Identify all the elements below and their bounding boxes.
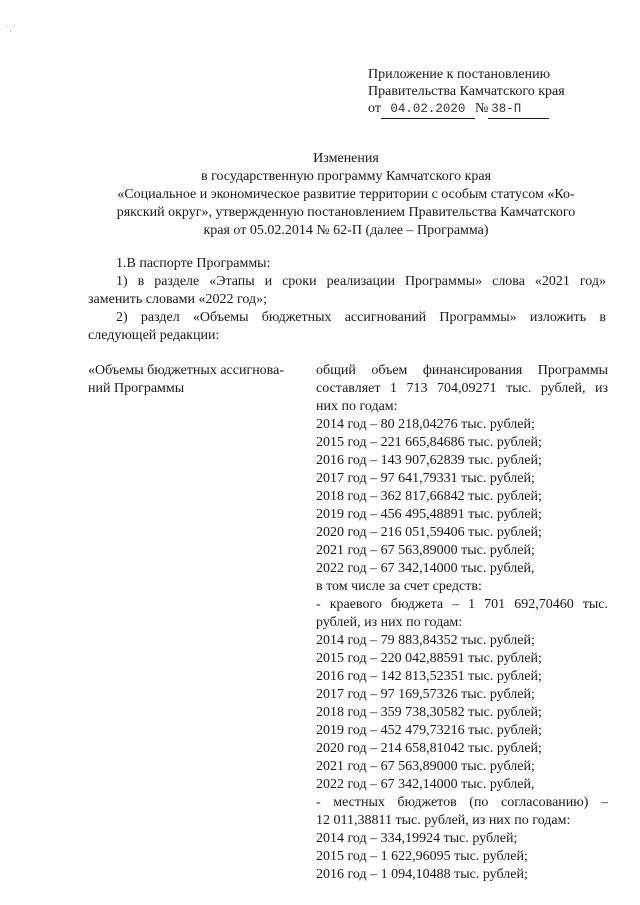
header-line-1: Приложение к постановлению [368, 67, 551, 82]
paragraph-3-line-2: следующей редакции: [88, 328, 220, 343]
left-cell-line-2: ний Программы [88, 381, 185, 396]
left-cell-line-1: «Объемы бюджетных ассигнова- [88, 363, 284, 378]
approval-header [368, 66, 608, 119]
title-line-1: Изменения [313, 151, 379, 166]
funding-line: 2015 год – 220 042,88591 тыс. рублей; [316, 651, 542, 666]
title-line-3: «Социальное и экономическое развитие территории с особым статусом «Ко- [117, 187, 575, 202]
number-label: № [474, 101, 489, 116]
title-line-4: рякский округ», утвержденную постановлением Правительства Камчатского [116, 205, 576, 220]
funding-line: 2016 год – 143 907,62839 тыс. рублей; [316, 453, 542, 468]
funding-line: - краевого бюджета – 1 701 692,70460 тыс. [316, 597, 608, 612]
scan-marks: ' , ' [6, 24, 15, 33]
funding-line: 2022 год – 67 342,14000 тыс. рублей, [316, 777, 535, 792]
funding-line: составляет 1 713 704,09271 тыс. рублей, из [316, 381, 608, 396]
funding-line: 2021 год – 67 563,89000 тыс. рублей; [316, 543, 535, 558]
funding-line: 2018 год – 359 738,30582 тыс. рублей; [316, 705, 542, 720]
funding-line: 2019 год – 452 479,73216 тыс. рублей; [316, 723, 542, 738]
funding-line: 2014 год – 80 218,04276 тыс. рублей; [316, 417, 535, 432]
header-line-2: Правительства Камчатского края [368, 84, 565, 99]
funding-line: 2022 год – 67 342,14000 тыс. рублей, [316, 561, 535, 576]
funding-line: 2016 год – 142 813,52351 тыс. рублей; [316, 669, 542, 684]
decree-number: 38-П [488, 101, 549, 119]
funding-line: рублей, из них по годам: [316, 615, 463, 630]
funding-line: 2020 год – 216 051,59406 тыс. рублей; [316, 525, 542, 540]
header-line-3 [368, 100, 608, 119]
title-line-2: в государственную программу Камчатского края [200, 169, 492, 184]
funding-line: 2015 год – 221 665,84686 тыс. рублей; [316, 435, 542, 450]
document-title [72, 150, 620, 240]
funding-line: 2021 год – 67 563,89000 тыс. рублей; [316, 759, 535, 774]
funding-line: 2014 год – 334,19924 тыс. рублей; [316, 831, 518, 846]
funding-line: 2019 год – 456 495,48891 тыс. рублей; [316, 507, 542, 522]
funding-line: - местных бюджетов (по согласованию) – [316, 795, 608, 810]
title-line-5: края от 05.02.2014 № 62-П (далее – Программа) [203, 223, 489, 238]
paragraph-2-line-1: 1) в разделе «Этапы и сроки реализации Программы» слова «2021 год» [116, 274, 606, 289]
document-body [88, 255, 606, 345]
paragraph-2-line-2: заменить словами «2022 год»; [88, 292, 267, 307]
funding-line: них по годам: [316, 399, 398, 414]
funding-line: 12 011,38811 тыс. рублей, из них по годам: [316, 813, 571, 828]
paragraph-1: 1.В паспорте Программы: [116, 256, 271, 271]
funding-line: 2016 год – 1 094,10488 тыс. рублей; [316, 867, 528, 882]
table-right-cell [316, 362, 608, 884]
table-left-cell [88, 362, 318, 398]
from-label: от [368, 101, 381, 116]
decree-date: 04.02.2020 [381, 101, 475, 119]
funding-line: 2015 год – 1 622,96095 тыс. рублей; [316, 849, 528, 864]
funding-line: 2017 год – 97 641,79331 тыс. рублей; [316, 471, 535, 486]
funding-line: 2018 год – 362 817,66842 тыс. рублей; [316, 489, 542, 504]
funding-line: 2014 год – 79 883,84352 тыс. рублей; [316, 633, 535, 648]
funding-line: общий объем финансирования Программы [316, 363, 608, 378]
funding-line: 2017 год – 97 169,57326 тыс. рублей; [316, 687, 535, 702]
funding-line: 2020 год – 214 658,81042 тыс. рублей; [316, 741, 542, 756]
paragraph-3-line-1: 2) раздел «Объемы бюджетных ассигнований Программы» изложить в [116, 310, 606, 325]
funding-line: в том числе за счет средств: [316, 579, 482, 594]
